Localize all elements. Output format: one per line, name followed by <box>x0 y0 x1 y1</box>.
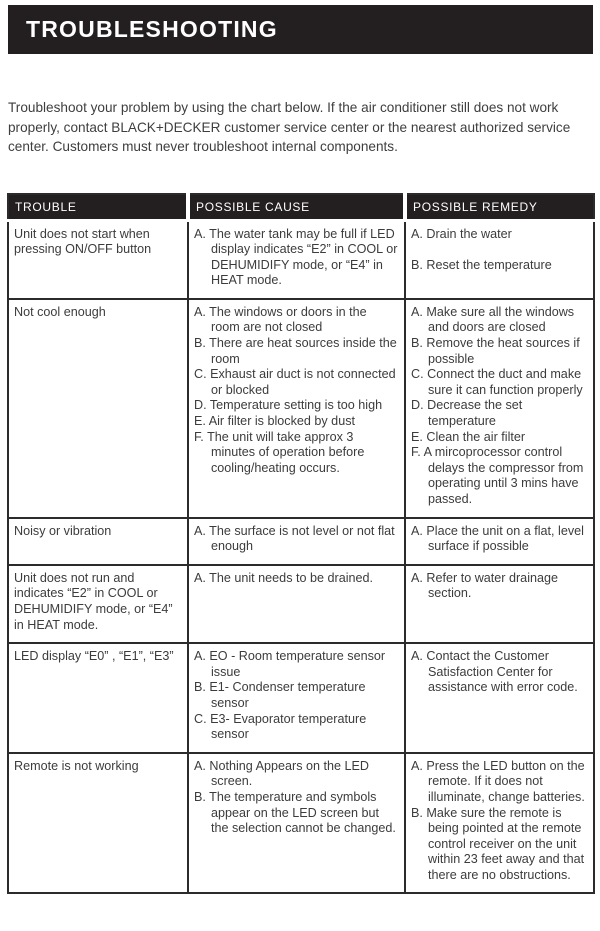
cause-cell <box>188 565 405 643</box>
troubleshooting-table <box>7 193 595 895</box>
cause-cell <box>188 643 405 753</box>
list-item: A. The windows or doors in the room are not closed <box>194 304 367 335</box>
column-header-possible-remedy: POSSIBLE REMEDY <box>405 194 594 221</box>
table-row <box>8 220 594 299</box>
list-item: A. EO - Room temperature sensor issue <box>194 649 386 679</box>
list-item: F. The unit will take approx 3 minutes of operation before cooling/heating occurs. <box>194 429 365 475</box>
list-item: A. Place the unit on a flat, level surface if possible <box>411 523 584 554</box>
list-item: A. Refer to water drainage section. <box>411 570 559 601</box>
remedy-cell <box>405 518 594 565</box>
cause-cell <box>188 753 405 894</box>
table-row <box>8 753 594 894</box>
list-item: A. Make sure all the windows and doors are closed <box>411 304 575 335</box>
trouble-cell: Unit does not run and indicates “E2” in COOL or DEHUMIDIFY mode, or “E4” in HEAT mode. <box>8 565 188 643</box>
list-item: E. Clean the air filter <box>411 429 526 444</box>
remedy-cell <box>405 220 594 299</box>
list-item: D. Temperature setting is too high <box>194 398 383 413</box>
trouble-cell: Noisy or vibration <box>8 518 188 565</box>
list-item <box>411 242 587 258</box>
list-item: B. The temperature and symbols appear on the LED screen but the selection cannot be changed. <box>194 789 396 836</box>
remedy-cell <box>405 643 594 753</box>
list-item: B. Make sure the remote is being pointed at the remote control receiver on the unit within 23 feet away and that there are no obstructions. <box>411 805 585 882</box>
trouble-cell: Not cool enough <box>8 299 188 518</box>
list-item: A. Press the LED button on the remote. If it does not illuminate, change batteries. <box>411 758 585 804</box>
list-item: A. Contact the Customer Satisfaction Center for assistance with error code. <box>411 649 578 695</box>
column-header-possible-cause: POSSIBLE CAUSE <box>188 194 405 221</box>
cause-cell <box>188 220 405 299</box>
section-title-bar <box>8 5 593 54</box>
table-header-row <box>8 194 594 221</box>
list-item: B. There are heat sources inside the room <box>194 336 397 366</box>
list-item: A. The surface is not level or not flat enough <box>194 523 395 554</box>
remedy-cell <box>405 753 594 894</box>
page-title: TROUBLESHOOTING <box>26 16 278 42</box>
list-item: C. Exhaust air duct is not connected or blocked <box>194 367 396 397</box>
list-item: D. Decrease the set temperature <box>411 398 523 429</box>
list-item: F. A mircoprocessor control delays the compressor from operating until 3 mins have passed. <box>411 445 584 506</box>
remedy-cell <box>405 565 594 643</box>
table-body <box>8 220 594 893</box>
manual-page <box>0 5 600 931</box>
table-row <box>8 565 594 643</box>
table-row <box>8 299 594 518</box>
list-item: A. Nothing Appears on the LED screen. <box>194 758 370 789</box>
intro-paragraph: Troubleshoot your problem by using the chart below. If the air conditioner still does not work properly, contact BLACK+DECKER customer service center or the nearest authorized service center. Customers must never troubleshoot internal components. <box>8 100 571 154</box>
list-item: C. E3- Evaporator temperature sensor <box>194 711 367 742</box>
table-row <box>8 643 594 753</box>
list-item: E. Air filter is blocked by dust <box>194 414 355 429</box>
cause-cell <box>188 299 405 518</box>
trouble-cell: Unit does not start when pressing ON/OFF button <box>8 220 188 299</box>
list-item: A. The unit needs to be drained. <box>194 570 374 585</box>
table-row <box>8 518 594 565</box>
list-item: A. The water tank may be full if LED display indicates “E2” in COOL or DEHUMIDIFY mode, or “E4” in HEAT mode. <box>194 226 398 288</box>
remedy-cell <box>405 299 594 518</box>
trouble-cell: Remote is not working <box>8 753 188 894</box>
list-item: C. Connect the duct and make sure it can function properly <box>411 367 583 397</box>
list-item: B. E1- Condenser temperature sensor <box>194 680 366 710</box>
list-item: B. Reset the temperature <box>411 257 552 272</box>
list-item: A. Drain the water <box>411 226 512 241</box>
cause-cell <box>188 518 405 565</box>
list-item: B. Remove the heat sources if possible <box>411 336 580 366</box>
column-header-trouble: TROUBLE <box>8 194 188 221</box>
trouble-cell: LED display “E0” , “E1”, “E3” <box>8 643 188 753</box>
